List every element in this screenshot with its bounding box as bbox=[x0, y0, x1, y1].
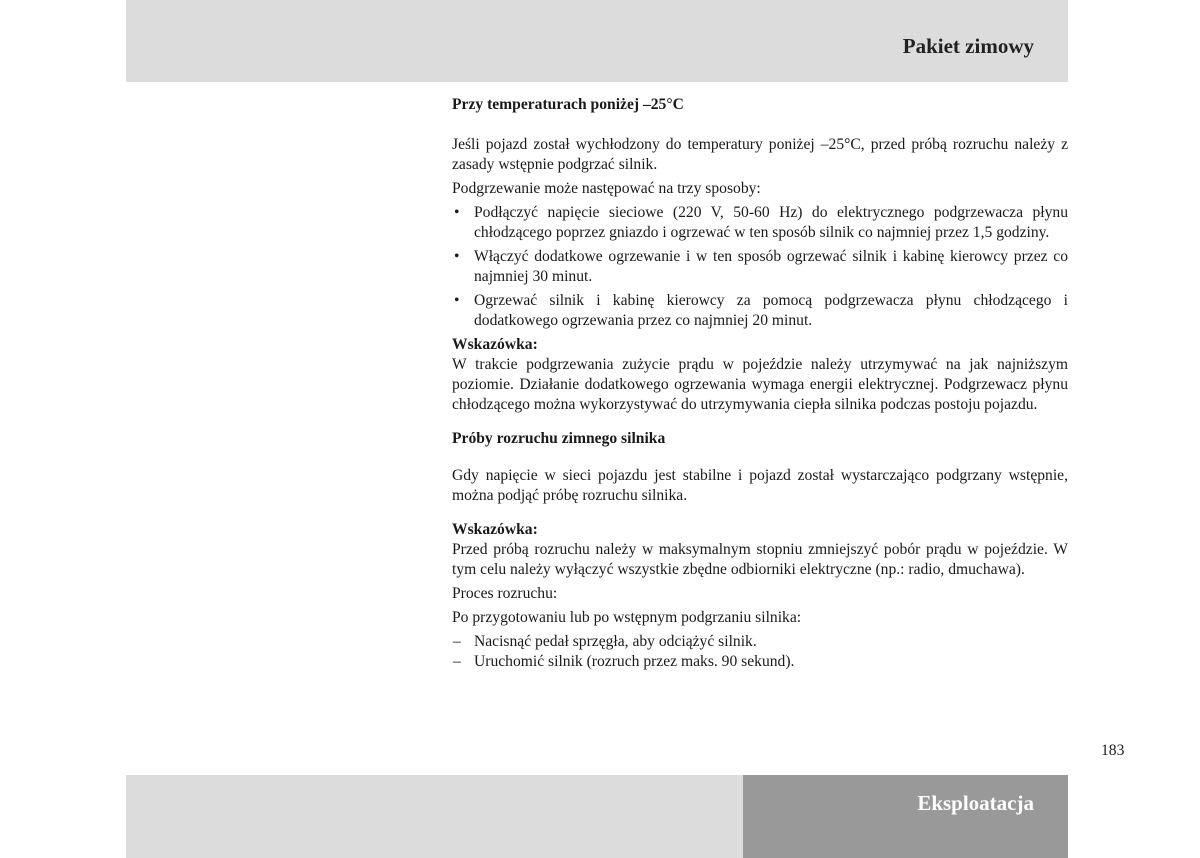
chapter-title: Eksploatacja bbox=[917, 791, 1034, 815]
dash-mark: – bbox=[453, 633, 461, 650]
list-item bbox=[452, 632, 1068, 652]
list-item-text: Podłączyć napięcie sieciowe (220 V, 50-60 Hz) do elektrycznego podgrzewacza płynu chłodzącego poprzez gniazdo i ogrzewać w ten sposób silnik co najmniej przez 1,5 godziny. bbox=[474, 204, 1068, 241]
page-number: 183 bbox=[1101, 742, 1125, 759]
preheat-methods-list bbox=[452, 203, 1068, 331]
list-item-text: Włączyć dodatkowe ogrzewanie i w ten sposób ogrzewać silnik i kabinę kierowcy przez co najmniej 30 minut. bbox=[474, 248, 1068, 285]
bullet-mark: • bbox=[454, 204, 460, 221]
list-item-text: Ogrzewać silnik i kabinę kierowcy za pomocą podgrzewacza płynu chłodzącego i dodatkowego ogrzewania przez co najmniej 20 minut. bbox=[474, 292, 1068, 329]
paragraph-start-conditions: Gdy napięcie w sieci pojazdu jest stabilne i pojazd został wystarczająco podgrzany wstępnie, można podjąć próbę rozruchu silnika. bbox=[452, 467, 1068, 504]
header-band bbox=[126, 0, 1068, 82]
chapter-tab bbox=[743, 775, 1068, 858]
paragraph-after-preparation: Po przygotowaniu lub po wstępnym podgrzaniu silnika: bbox=[452, 609, 802, 626]
paragraph-methods: Podgrzewanie może następować na trzy sposoby: bbox=[452, 180, 761, 197]
list-item bbox=[452, 652, 1068, 672]
bullet-mark: • bbox=[454, 248, 460, 265]
list-item bbox=[452, 203, 1068, 243]
paragraph-start-process: Proces rozruchu: bbox=[452, 585, 558, 602]
page-content bbox=[452, 95, 1068, 672]
bullet-mark: • bbox=[454, 292, 460, 309]
list-item-text: Uruchomić silnik (rozruch przez maks. 90 sekund). bbox=[474, 653, 795, 670]
dash-mark: – bbox=[453, 653, 461, 670]
list-item-text: Nacisnąć pedał sprzęgła, aby odciążyć silnik. bbox=[474, 633, 757, 650]
heading-cold-start: Próby rozruchu zimnego silnika bbox=[452, 430, 666, 447]
note-label: Wskazówka: bbox=[452, 521, 538, 538]
note-label: Wskazówka: bbox=[452, 336, 538, 353]
note-text: W trakcie podgrzewania zużycie prądu w pojeździe należy utrzymywać na jak najniższym poziomie. Działanie dodatkowego ogrzewania wymaga energii elektrycznej. Podgrzewacz płynu chłodzącego można wykorzystywać do utrzymywania ciepła silnika podczas postoju pojazdu. bbox=[452, 356, 1068, 413]
heading-low-temperature: Przy temperaturach poniżej –25°C bbox=[452, 96, 684, 113]
paragraph-intro: Jeśli pojazd został wychłodzony do temperatury poniżej –25°C, przed próbą rozruchu należy z zasady wstępnie podgrzać silnik. bbox=[452, 136, 1068, 173]
start-steps-list bbox=[452, 632, 1068, 672]
section-title: Pakiet zimowy bbox=[902, 34, 1034, 58]
note-text: Przed próbą rozruchu należy w maksymalnym stopniu zmniejszyć pobór prądu w pojeździe. W tym celu należy wyłączyć wszystkie zbędne odbiorniki elektryczne (np.: radio, dmuchawa). bbox=[452, 541, 1068, 578]
list-item bbox=[452, 291, 1068, 331]
list-item bbox=[452, 247, 1068, 287]
